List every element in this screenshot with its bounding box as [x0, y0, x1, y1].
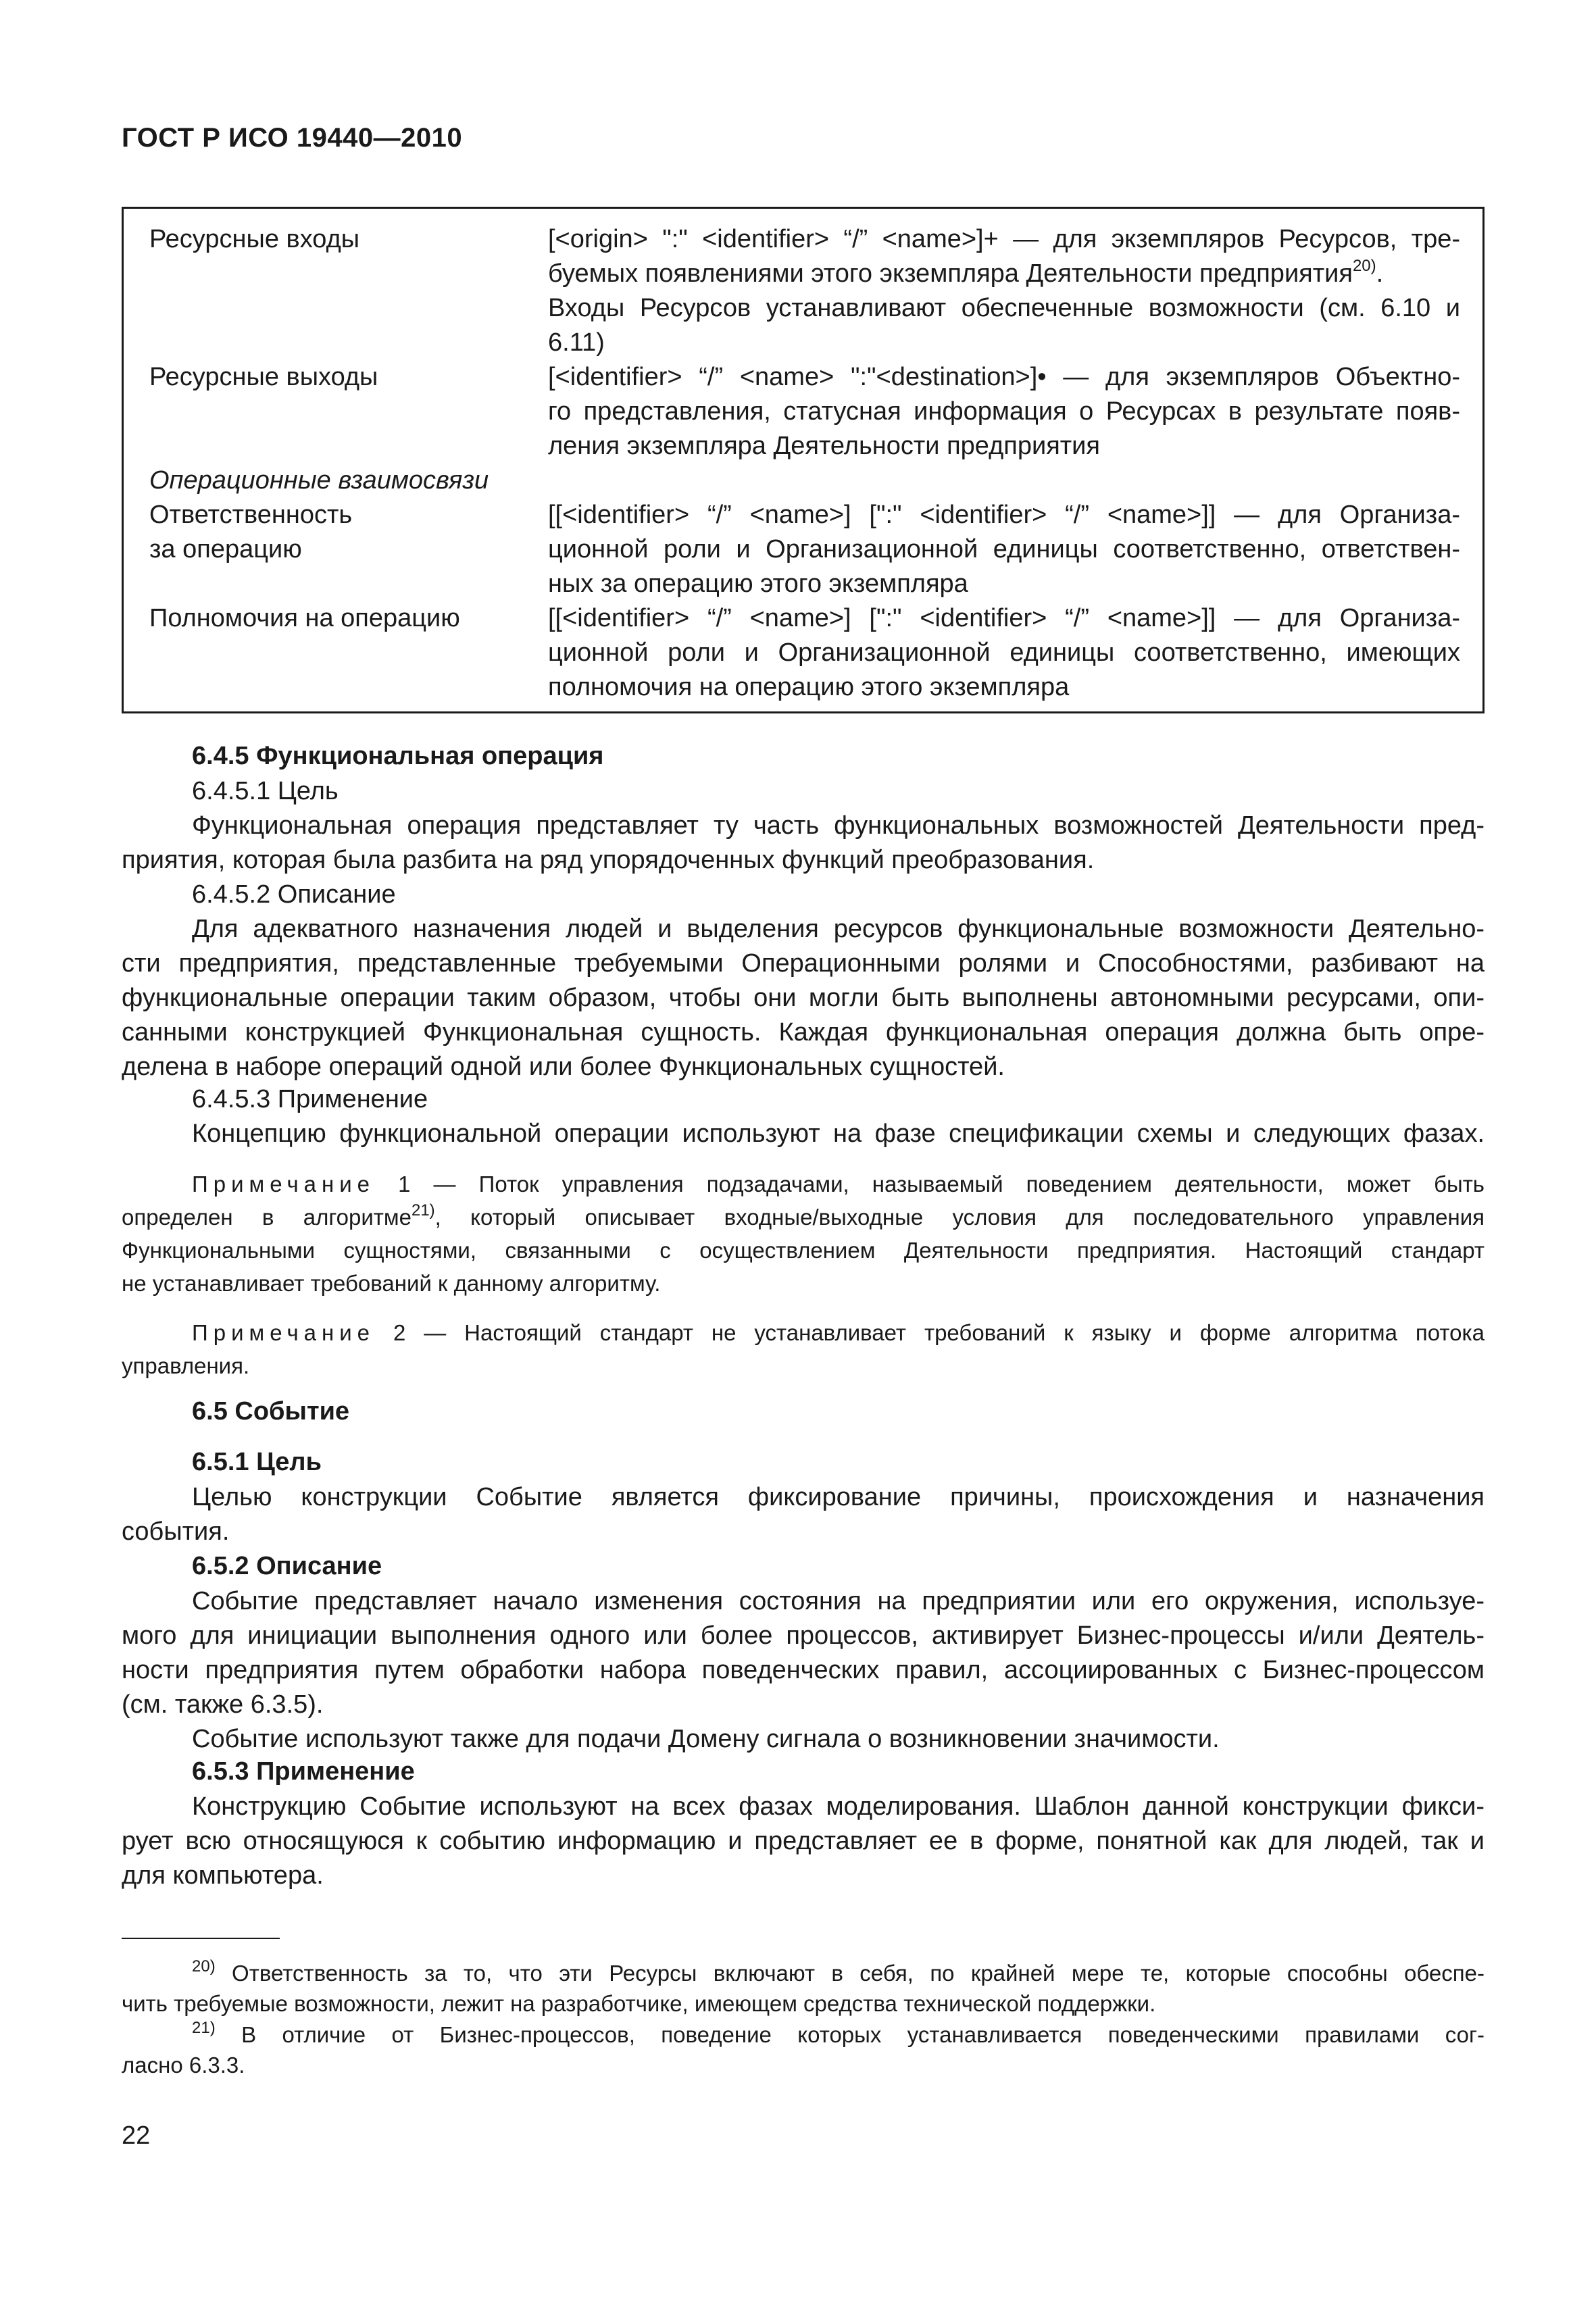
paragraph-line: (см. также 6.3.5).: [122, 1690, 324, 1719]
paragraph-6-4-5-1: [122, 809, 1485, 878]
paragraph-line: приятия, которая была разбита на ряд упорядоченных функций преобразования.: [122, 846, 1095, 874]
section-heading-6-4-5: 6.4.5 Функциональная операция: [192, 742, 604, 770]
paragraph-line: санными конструкцией Функциональная сущность. Каждая функциональная операция должна быть опре-: [122, 1018, 1485, 1047]
definition-line: Входы Ресурсов устанавливают обеспеченные возможности (см. 6.10 и: [548, 294, 1460, 322]
note-text: определен в алгоритме: [122, 1205, 412, 1230]
paragraph-line: Функциональная операция представляет ту часть функциональных возможностей Деятельности пред-: [192, 811, 1485, 840]
definitions-table: [122, 207, 1485, 713]
note-text: 2 — Настоящий стандарт не устанавливает требований к языку и форме алгоритма потока: [375, 1320, 1485, 1345]
footnote-20: [122, 1958, 1485, 2019]
paragraph-line: Для адекватного назначения людей и выделения ресурсов функциональные возможности Деятельно-: [192, 915, 1485, 943]
paragraph-6-4-5-2: [122, 912, 1485, 1084]
term-line: за операцию: [149, 535, 302, 563]
section-heading-6-5-3: 6.5.3 Применение: [192, 1757, 415, 1786]
section-heading-6-5-2: 6.5.2 Описание: [192, 1552, 382, 1580]
paragraph-6-4-5-3: [122, 1117, 1485, 1151]
definition-line: ления экземпляра Деятельности предприятия: [548, 432, 1100, 460]
term-operational-relations: Операционные взаимосвязи: [149, 466, 489, 495]
paragraph-line: мого для инициации выполнения одного или более процессов, активирует Бизнес-процессы и/или Деятель-: [122, 1621, 1485, 1650]
paragraph-line: рует всю относящуюся к событию информацию и представляет ее в форме, понятной как для людей, так и: [122, 1827, 1485, 1855]
paragraph-line: Событие представляет начало изменения состояния на предприятии или его окружения, используе-: [192, 1587, 1485, 1615]
note-line: [122, 1316, 1485, 1349]
footnote-line: [122, 2019, 1485, 2050]
definition-resource-outputs: [548, 360, 1460, 463]
subsection-title-6-4-5-3: 6.4.5.3 Применение: [192, 1085, 428, 1113]
note-text: , который описывает входные/выходные условия для последовательного управления: [434, 1205, 1485, 1230]
definition-line: го представления, статусная информация о Ресурсах в результате появ-: [548, 397, 1460, 426]
term-authority: Полномочия на операцию: [149, 604, 460, 632]
paragraph-line: делена в наборе операций одной или более Функциональных сущностей.: [122, 1053, 1005, 1081]
footnote-marker-21: 21): [192, 2019, 216, 2037]
term-responsibility: [149, 498, 534, 567]
definition-line: полномочия на операцию этого экземпляра: [548, 673, 1070, 701]
term-line: Ответственность: [149, 501, 353, 529]
note-line: не устанавливает требований к данному алгоритму.: [122, 1271, 661, 1296]
note-1: [122, 1167, 1485, 1300]
document-code-header: ГОСТ Р ИСО 19440—2010: [122, 123, 463, 153]
footnote-line: чить требуемые возможности, лежит на разработчике, имеющем средства технической поддержки.: [122, 1991, 1156, 2016]
footnote-text: Ответственность за то, что эти Ресурсы включают в себя, по крайней мере те, которые способны обеспе-: [215, 1961, 1485, 1986]
definition-line: 6.11): [548, 328, 605, 357]
definition-line: ционной роли и Организационной единицы соответственно, имеющих: [548, 638, 1460, 667]
term-resource-outputs: Ресурсные выходы: [149, 363, 378, 391]
note-label: Примечание: [192, 1320, 376, 1345]
paragraph-6-5-3: [122, 1790, 1485, 1893]
note-line: управления.: [122, 1353, 250, 1378]
section-heading-6-5: 6.5 Событие: [192, 1397, 350, 1426]
footnote-line: ласно 6.3.3.: [122, 2053, 245, 2078]
paragraph-line: Целью конструкции Событие является фиксирование причины, происхождения и назначения: [192, 1483, 1485, 1511]
paragraph-line: Концепцию функциональной операции используют на фазе спецификации схемы и следующих фазах.: [192, 1120, 1485, 1148]
note-2: [122, 1316, 1485, 1382]
note-line: Функциональными сущностями, связанными с осуществлением Деятельности предприятия. Настоящий стандарт: [122, 1238, 1485, 1263]
paragraph-line: события.: [122, 1517, 230, 1546]
footnote-line: [122, 1958, 1485, 1988]
definition-resource-inputs: [548, 222, 1460, 360]
definition-line: [[<identifier> “/” <name>] [":" <identifier> “/” <name>]] — для Организа-: [548, 501, 1460, 529]
footnote-separator: [122, 1938, 280, 1939]
subsection-title-6-4-5-1: 6.4.5.1 Цель: [192, 777, 339, 805]
definition-line-tail: .: [1376, 259, 1384, 288]
definition-line: ных за операцию этого экземпляра: [548, 570, 968, 598]
paragraph-6-5-1: [122, 1480, 1485, 1549]
definition-authority: [548, 601, 1460, 705]
subsection-title-6-4-5-2: 6.4.5.2 Описание: [192, 880, 396, 909]
definition-line-text: буемых появлениями этого экземпляра Деятельности предприятия: [548, 259, 1353, 288]
page-number: 22: [122, 2121, 151, 2150]
paragraph-line: Конструкцию Событие используют на всех фазах моделирования. Шаблон данной конструкции фикси-: [192, 1792, 1485, 1821]
note-line: [122, 1167, 1485, 1201]
paragraph-line: ности предприятия путем обработки набора поведенческих правил, ассоциированных с Бизнес-процессом: [122, 1656, 1485, 1684]
section-heading-6-5-1: 6.5.1 Цель: [192, 1448, 322, 1476]
definition-responsibility: [548, 498, 1460, 601]
paragraph-line: Событие используют также для подачи Домену сигнала о возникновении значимости.: [192, 1725, 1220, 1753]
note-label: Примечание: [192, 1172, 376, 1197]
footnote-21: [122, 2019, 1485, 2080]
definition-line: ционной роли и Организационной единицы соответственно, ответствен-: [548, 535, 1460, 563]
footnote-ref-20: 20): [1352, 257, 1376, 276]
paragraph-6-5-2: [122, 1584, 1485, 1757]
definition-line: [<origin> ":" <identifier> “/” <name>]+ — для экземпляров Ресурсов, тре-: [548, 225, 1460, 253]
term-resource-inputs: Ресурсные входы: [149, 225, 360, 253]
footnote-text: В отличие от Бизнес-процессов, поведение которых устанавливается поведенческими правилами сог-: [215, 2022, 1485, 2047]
paragraph-line: сти предприятия, представленные требуемыми Операционными ролями и Способностями, разбивают на: [122, 949, 1485, 978]
footnote-marker-20: 20): [192, 1957, 216, 1976]
definition-line: [[<identifier> “/” <name>] [":" <identifier> “/” <name>]] — для Организа-: [548, 604, 1460, 632]
note-text: 1 — Поток управления подзадачами, называемый поведением деятельности, может быть: [375, 1172, 1485, 1197]
definition-line: [<identifier> “/” <name> ":"<destination>]• — для экземпляров Объектно-: [548, 363, 1460, 391]
footnote-ref-21: 21): [411, 1201, 435, 1219]
definition-line: [548, 257, 1460, 291]
paragraph-line: функциональные операции таким образом, чтобы они могли быть выполнены автономными ресурсами, опи-: [122, 984, 1485, 1012]
note-line: [122, 1201, 1485, 1234]
paragraph-line: для компьютера.: [122, 1861, 324, 1890]
